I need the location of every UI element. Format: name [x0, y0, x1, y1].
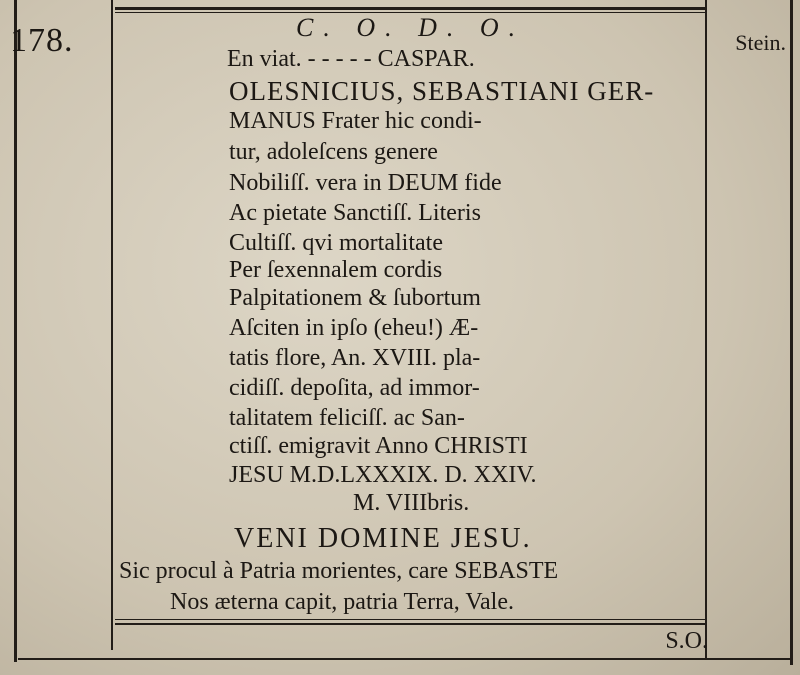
inscription-line: Ac pietate Sanctiſſ. Literis [229, 200, 481, 226]
inscription-line: JESU M.D.LXXXIX. D. XXIV. [229, 462, 537, 488]
page-bottom-rule [18, 658, 790, 660]
inscription-line: Cultiſſ. qvi mortalitate [229, 230, 443, 256]
outer-right-rule [790, 0, 793, 665]
bleed-through-text [560, 20, 710, 600]
inscription-line: cidiſſ. depoſita, ad immor- [229, 375, 480, 401]
inscription-line: tatis flore, An. XVIII. pla- [229, 345, 481, 371]
inscription-line: MANUS Frater hic condi- [229, 108, 482, 134]
closing-invocation: VENI DOMINE JESU. [234, 523, 532, 554]
inscription-line: M. VIIIbris. [353, 490, 470, 516]
inscription-header: C. O. D. O. [296, 13, 526, 42]
inscription-line: tur, adoleſcens genere [229, 139, 438, 165]
side-note: Stein. [735, 30, 786, 55]
inner-right-rule [705, 0, 707, 660]
inner-left-rule [111, 0, 113, 650]
verse-line: Sic procul à Patria morientes, care SEBASTE [119, 558, 559, 584]
inscription-line: ctiſſ. emigravit Anno CHRISTI [229, 433, 528, 459]
inscription-line: Palpitationem & ſubortum [229, 285, 481, 311]
bottom-rule-thick [115, 623, 705, 625]
outer-left-rule [14, 0, 17, 662]
inscription-line: Per ſexennalem cordis [229, 257, 443, 283]
entry-number: 178. [10, 22, 74, 59]
inscription-line: En viat. - - - - - CASPAR. [227, 46, 475, 72]
inscription-line: talitatem feliciſſ. ac San- [229, 405, 465, 431]
inscription-line: OLESNICIUS, SEBASTIANI GER- [229, 76, 655, 106]
inscription-line: Aſciten in ipſo (eheu!) Æ- [229, 315, 479, 341]
verse-line: Nos æterna capit, patria Terra, Vale. [170, 589, 514, 615]
footer-mark: S.O. [665, 628, 708, 654]
bottom-rule-thin [115, 619, 705, 620]
inscription-line: Nobiliſſ. vera in DEUM fide [229, 170, 502, 196]
top-rule-thick [115, 7, 705, 10]
